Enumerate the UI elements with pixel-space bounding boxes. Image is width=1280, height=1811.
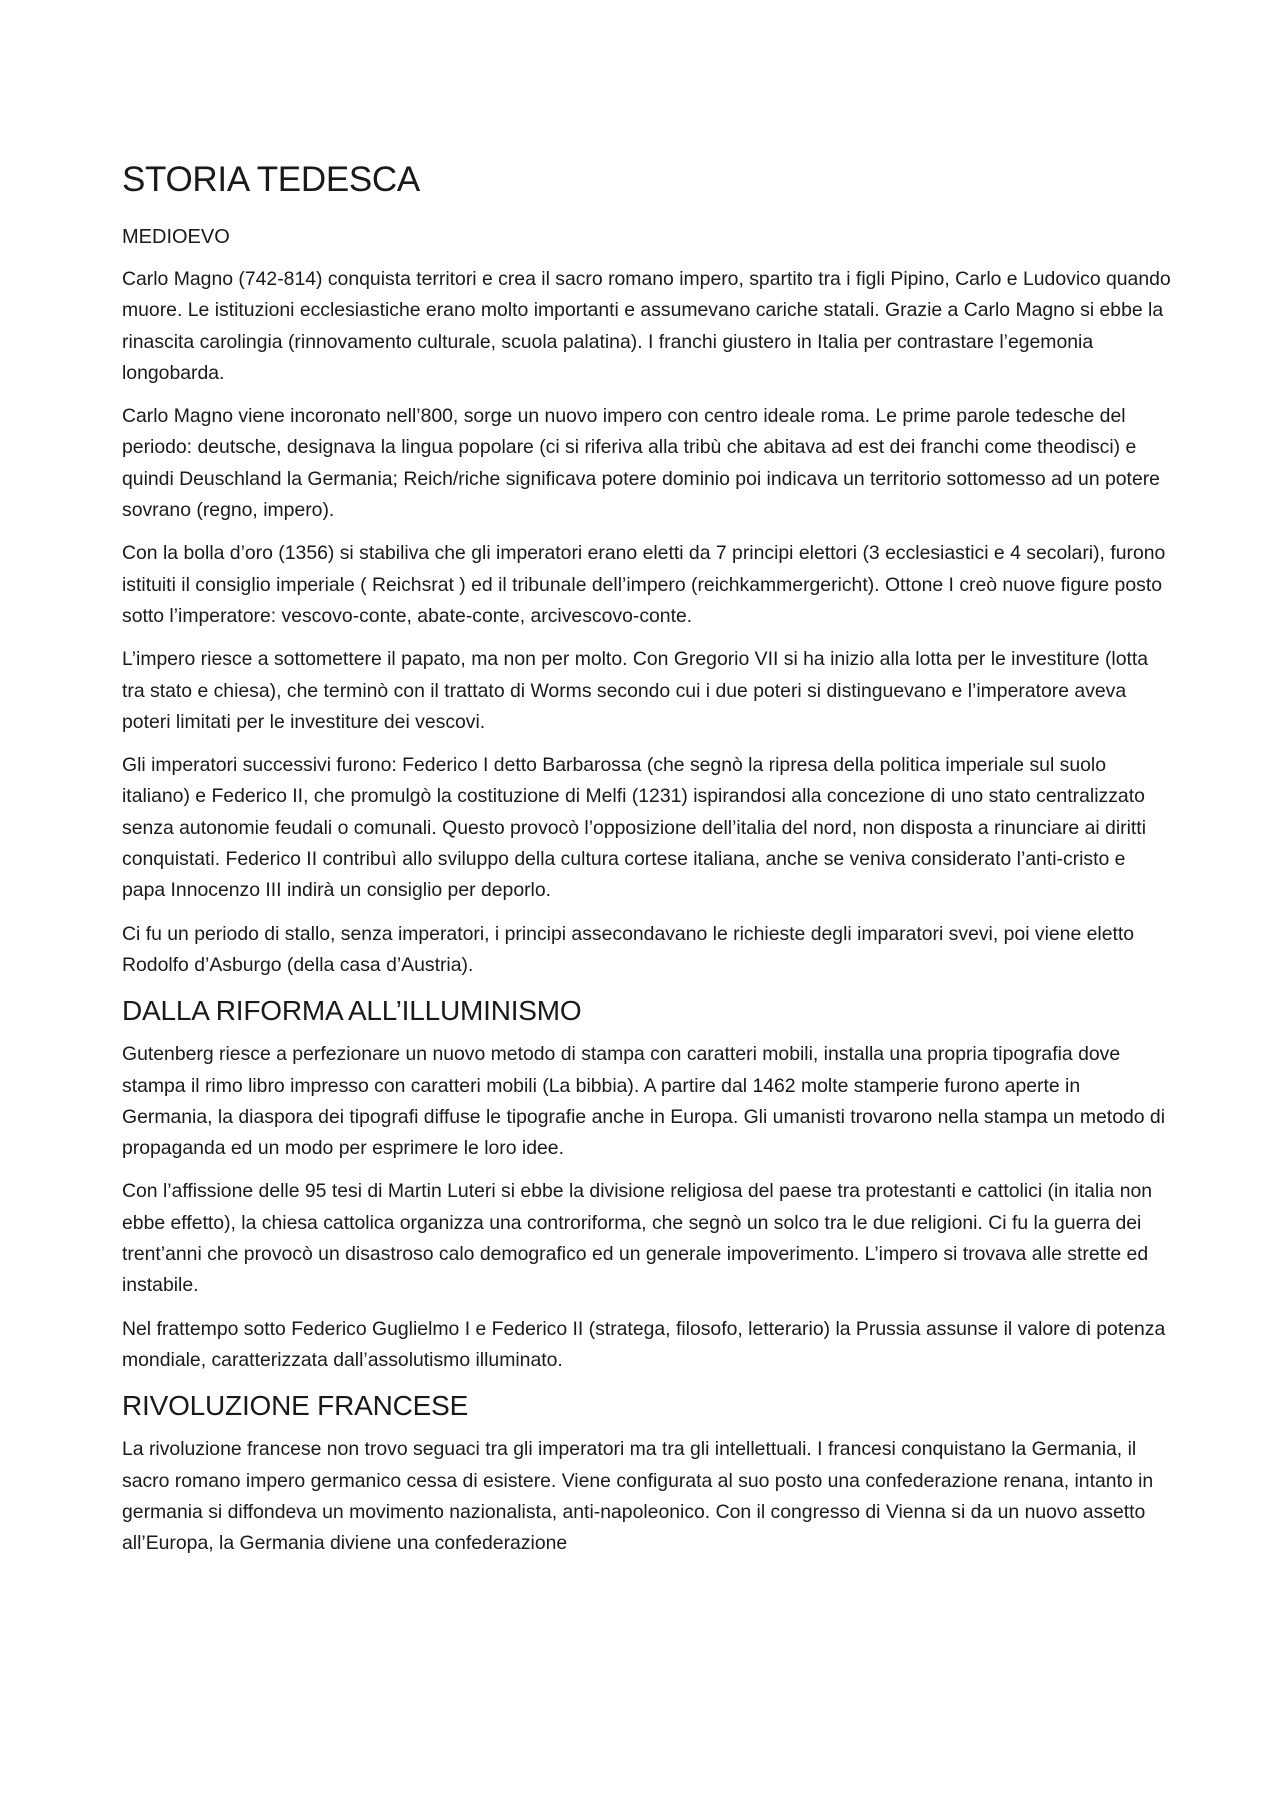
paragraph: Con l’affissione delle 95 tesi di Martin Luteri si ebbe la divisione religiosa del paese tra protestanti e cattolici (in italia non ebbe effetto), la chiesa cattolica organizza una controriforma, che segnò un solco tra le due religioni. Ci fu la guerra dei trent’anni che provocò un disastroso calo demografico ed un generale impoverimento. L’impero si trovava alle strette ed instabile. <box>122 1180 1153 1297</box>
paragraph: Gli imperatori successivi furono: Federico I detto Barbarossa (che segnò la ripresa della politica imperiale sul suolo italiano) e Federico II, che promulgò la costituzione di Melfi (1231) ispirandosi alla concezione di uno stato centralizzato senza autonomie feudali o comunali. Questo provocò l’opposizione dell’italia del nord, non disposta a rinunciare ai diritti conquistati. Federico II contribuì allo sviluppo della cultura cortese italiana, anche se veniva considerato l’anti-cristo e papa Innocenzo III indirà un consiglio per deporlo. <box>122 754 1147 902</box>
paragraph: Nel frattempo sotto Federico Guglielmo I e Federico II (stratega, filosofo, letterario) la Prussia assunse il valore di potenza mondiale, caratterizzata dall’assolutismo illuminato. <box>122 1317 1166 1371</box>
paragraph: Ci fu un periodo di stallo, senza imperatori, i principi assecondavano le richieste degli imparatori svevi, poi viene eletto Rodolfo d’Asburgo (della casa d’Austria). <box>122 922 1135 976</box>
section-heading-riforma: DALLA RIFORMA ALL’ILLUMINISMO <box>122 995 582 1027</box>
paragraph: La rivoluzione francese non trovo seguaci tra gli imperatori ma tra gli intellettuali. I francesi conquistano la Germania, il sacro romano impero germanico cessa di esistere. Viene configurata al suo posto una confederazione renana, intanto in germania si diffondeva un movimento nazionalista, anti-napoleonico. Con il congresso di Vienna si da un nuovo assetto all’Europa, la Germania diviene una confederazione <box>122 1438 1154 1555</box>
document-title: STORIA TEDESCA <box>122 160 420 199</box>
paragraph: L’impero riesce a sottomettere il papato, ma non per molto. Con Gregorio VII si ha inizio alla lotta per le investiture (lotta tra stato e chiesa), che terminò con il trattato di Worms secondo cui i due poteri si distinguevano e l’imperatore aveva poteri limitati per le investiture dei vescovi. <box>122 648 1149 733</box>
section-heading-rivoluzione: RIVOLUZIONE FRANCESE <box>122 1390 469 1422</box>
paragraph: Con la bolla d’oro (1356) si stabiliva che gli imperatori erano eletti da 7 principi elettori (3 ecclesiastici e 4 secolari), furono istituiti il consiglio imperiale ( Reichsrat ) ed il tribunale dell’impero (reichkammergericht). Ottone I creò nuove figure posto sotto l’imperatore: vescovo-conte, abate-conte, arcivescovo-conte. <box>122 542 1166 627</box>
paragraph: Carlo Magno (742-814) conquista territori e crea il sacro romano impero, spartito tra i figli Pipino, Carlo e Ludovico quando muore. Le istituzioni ecclesiastiche erano molto importanti e assumevano cariche statali. Grazie a Carlo Magno si ebbe la rinascita carolingia (rinnovamento culturale, scuola palatina). I franchi giustero in Italia per contrastare l’egemonia longobarda. <box>122 268 1171 384</box>
paragraph: Gutenberg riesce a perfezionare un nuovo metodo di stampa con caratteri mobili, installa una propria tipografia dove stampa il rimo libro impresso con caratteri mobili (La bibbia). A partire dal 1462 molte stamperie furono aperte in Germania, la diaspora dei tipografi diffuse le tipografie anche in Europa. Gli umanisti trovarono nella stampa un metodo di propaganda ed un modo per esprimere le loro idee. <box>122 1043 1166 1160</box>
document-page <box>122 158 1172 1571</box>
paragraph: Carlo Magno viene incoronato nell’800, sorge un nuovo impero con centro ideale roma. Le prime parole tedesche del periodo: deutsche, designava la lingua popolare (ci si riferiva alla tribù che abitava ad est dei franchi come theodisci) e quindi Deuschland la Germania; Reich/riche significava potere dominio poi indicava un territorio sottomesso ad un potere sovrano (regno, impero). <box>122 405 1160 522</box>
section-label-medioevo: MEDIOEVO <box>122 226 230 248</box>
